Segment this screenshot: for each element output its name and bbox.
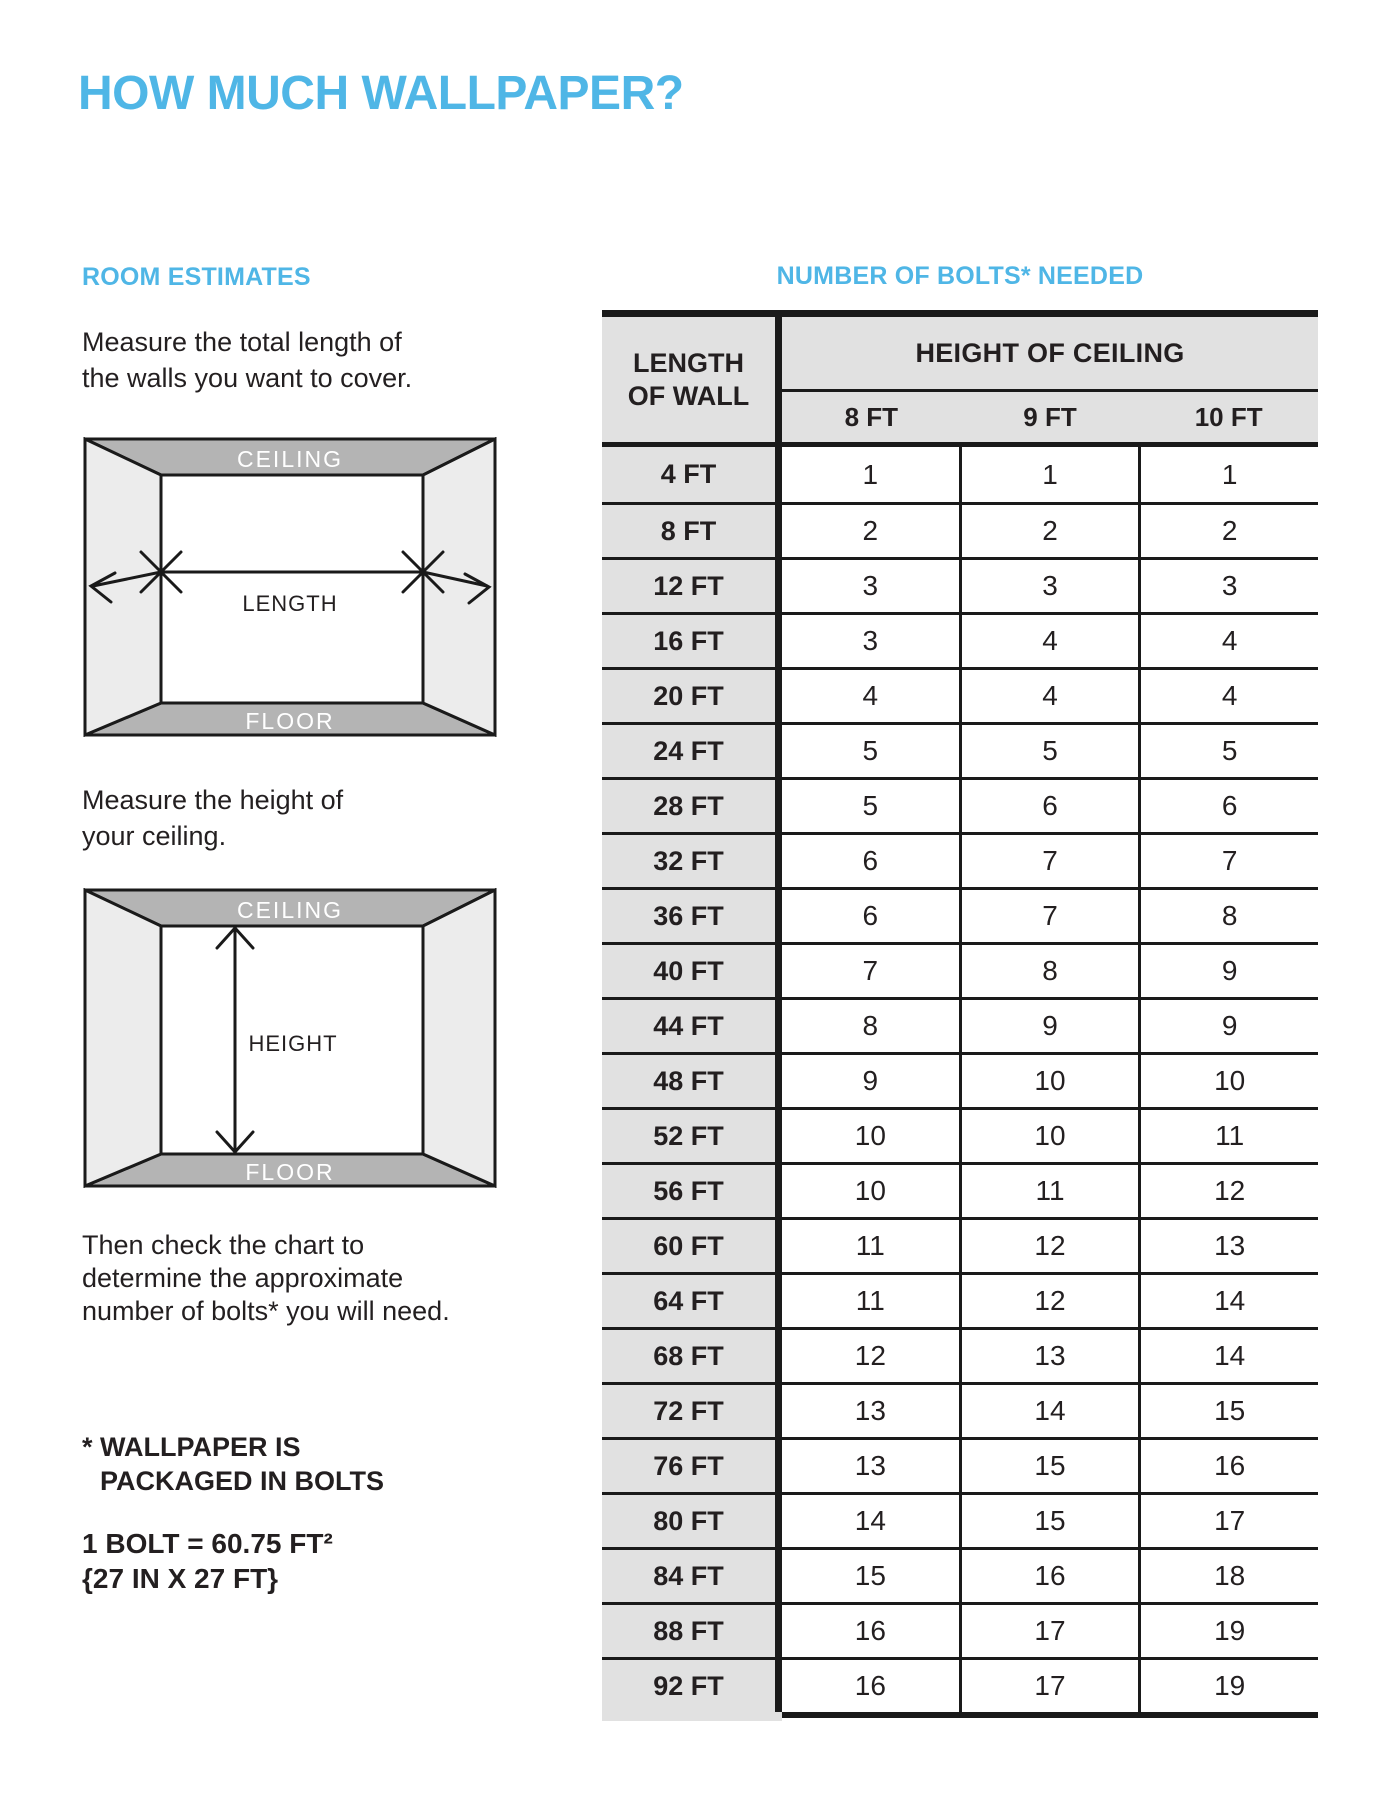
table-cell: 9 [782,1055,959,1107]
instruction-step-2 [82,782,343,854]
table-cell: 5 [959,725,1139,777]
bolts-table-body [602,447,1318,1712]
table-cell: 13 [782,1385,959,1437]
table-row [602,1217,1318,1272]
table-cell: 12 [959,1275,1139,1327]
row-header-cell: 68 FT [602,1330,782,1382]
table-cell: 15 [959,1495,1139,1547]
table-header [602,317,1318,442]
table-cell: 4 [1138,615,1318,667]
row-header-cell: 20 FT [602,670,782,722]
table-cell: 14 [1138,1330,1318,1382]
table-row [602,1492,1318,1547]
table-row [602,942,1318,997]
table-cell: 16 [1138,1440,1318,1492]
table-cell: 19 [1138,1605,1318,1657]
table-cell: 9 [1138,945,1318,997]
row-header-cell: 56 FT [602,1165,782,1217]
right-wall [423,439,495,735]
table-row [602,1437,1318,1492]
table-cell: 14 [782,1495,959,1547]
instruction-step-1-line1: Measure the total length of [82,327,402,357]
table-cell: 10 [782,1165,959,1217]
table-cell: 19 [1138,1660,1318,1712]
bolt-size-line2: {27 IN X 27 FT} [82,1563,279,1594]
table-top-border [602,310,1318,317]
row-header-cell: 64 FT [602,1275,782,1327]
table-row [602,722,1318,777]
row-header-cell: 60 FT [602,1220,782,1272]
left-wall [85,439,161,735]
row-header-cell: 28 FT [602,780,782,832]
column-header-9ft: 9 FT [1023,401,1077,432]
room-length-diagram [83,437,497,737]
table-cell: 16 [782,1660,959,1712]
table-cell: 5 [782,780,959,832]
height-label: HEIGHT [248,1031,338,1056]
length-of-wall-header-line1: LENGTH [633,347,744,378]
table-cell: 9 [959,1000,1139,1052]
row-header-cell: 4 FT [602,447,782,502]
table-cell: 1 [782,447,959,502]
table-cell: 15 [1138,1385,1318,1437]
table-cell: 17 [1138,1495,1318,1547]
table-cell: 14 [959,1385,1139,1437]
footnote-line1: * WALLPAPER IS [82,1432,301,1462]
table-cell: 12 [1138,1165,1318,1217]
table-row [602,887,1318,942]
table-cell: 6 [782,835,959,887]
table-cell: 7 [782,945,959,997]
row-header-cell: 36 FT [602,890,782,942]
room-height-diagram [83,888,497,1188]
ceiling-label: CEILING [236,446,344,472]
table-row [602,1272,1318,1327]
table-cell: 15 [959,1440,1139,1492]
table-cell: 13 [782,1440,959,1492]
row-header-cell: 40 FT [602,945,782,997]
row-header-cell: 88 FT [602,1605,782,1657]
table-cell: 4 [959,670,1139,722]
wallpaper-bolts-footnote [82,1430,384,1498]
instruction-step-1 [82,324,412,396]
row-header-cell: 76 FT [602,1440,782,1492]
back-wall [161,475,423,703]
table-cell: 11 [1138,1110,1318,1162]
table-cell: 10 [1138,1055,1318,1107]
left-wall [85,890,161,1186]
length-label: LENGTH [242,591,338,616]
table-cell: 2 [782,505,959,557]
table-cell: 11 [782,1220,959,1272]
table-cell: 10 [959,1055,1139,1107]
table-cell: 1 [959,447,1139,502]
room-estimates-heading: ROOM ESTIMATES [82,263,311,291]
table-row [602,612,1318,667]
instruction-step-3 [82,1229,450,1328]
table-cell: 16 [959,1550,1139,1602]
table-row [602,1382,1318,1437]
table-cell: 12 [959,1220,1139,1272]
table-cell: 17 [959,1660,1139,1712]
right-wall [423,890,495,1186]
table-gray-extension [602,1712,782,1721]
table-cell: 7 [1138,835,1318,887]
floor-label: FLOOR [245,1159,335,1185]
table-cell: 4 [959,615,1139,667]
table-cell: 16 [782,1605,959,1657]
table-cell: 14 [1138,1275,1318,1327]
row-header-cell: 12 FT [602,560,782,612]
table-cell: 12 [782,1330,959,1382]
length-of-wall-header [602,317,782,442]
table-cell: 11 [782,1275,959,1327]
table-row [602,1602,1318,1657]
instruction-step-3-line2: determine the approximate [82,1263,404,1293]
table-row [602,502,1318,557]
instruction-step-3-line3: number of bolts* you will need. [82,1296,450,1326]
instruction-step-1-line2: the walls you want to cover. [82,363,413,393]
table-row [602,1657,1318,1712]
table-cell: 3 [782,560,959,612]
table-row [602,447,1318,502]
page-title: HOW MUCH WALLPAPER? [78,67,684,120]
row-header-cell: 16 FT [602,615,782,667]
table-cell: 8 [959,945,1139,997]
bolts-table [602,310,1318,1721]
row-header-cell: 84 FT [602,1550,782,1602]
table-cell: 5 [1138,725,1318,777]
row-header-cell: 8 FT [602,505,782,557]
table-cell: 9 [1138,1000,1318,1052]
table-row [602,1052,1318,1107]
table-cell: 4 [782,670,959,722]
table-cell: 6 [782,890,959,942]
row-header-cell: 44 FT [602,1000,782,1052]
table-row [602,777,1318,832]
row-header-cell: 32 FT [602,835,782,887]
table-cell: 3 [1138,560,1318,612]
table-cell: 7 [959,835,1139,887]
table-cell: 13 [959,1330,1139,1382]
table-cell: 6 [1138,780,1318,832]
bolt-size-note [82,1526,333,1596]
column-header-8ft: 8 FT [844,401,899,432]
instruction-step-2-line2: your ceiling. [82,821,227,851]
height-of-ceiling-header: HEIGHT OF CEILING [782,317,1318,392]
table-cell: 2 [1138,505,1318,557]
table-cell: 6 [959,780,1139,832]
table-cell: 3 [782,615,959,667]
column-header-10ft: 10 FT [1194,401,1263,432]
table-row [602,997,1318,1052]
table-cell: 17 [959,1605,1139,1657]
table-bottom-border [782,1712,1318,1718]
table-row [602,1107,1318,1162]
table-cell: 8 [1138,890,1318,942]
table-row [602,667,1318,722]
row-header-cell: 80 FT [602,1495,782,1547]
table-cell: 11 [959,1165,1139,1217]
ceiling-label: CEILING [236,897,344,923]
table-cell: 2 [959,505,1139,557]
ceiling-height-columns [782,392,1318,442]
row-header-cell: 92 FT [602,1660,782,1712]
table-cell: 1 [1138,447,1318,502]
length-of-wall-header-line2: OF WALL [627,380,750,411]
table-row [602,1327,1318,1382]
footnote-line2: PACKAGED IN BOLTS [100,1466,385,1496]
row-header-cell: 48 FT [602,1055,782,1107]
table-row [602,1547,1318,1602]
table-cell: 3 [959,560,1139,612]
table-cell: 8 [782,1000,959,1052]
row-header-cell: 72 FT [602,1385,782,1437]
bolt-size-line1: 1 BOLT = 60.75 FT² [82,1528,333,1559]
table-bottom [602,1712,1318,1721]
row-header-cell: 24 FT [602,725,782,777]
table-cell: 4 [1138,670,1318,722]
floor-label: FLOOR [245,708,335,734]
table-cell: 7 [959,890,1139,942]
table-row [602,832,1318,887]
table-row [602,1162,1318,1217]
table-cell: 15 [782,1550,959,1602]
table-cell: 5 [782,725,959,777]
table-cell: 13 [1138,1220,1318,1272]
row-header-cell: 52 FT [602,1110,782,1162]
table-cell: 10 [782,1110,959,1162]
table-cell: 10 [959,1110,1139,1162]
instruction-step-2-line1: Measure the height of [82,785,344,815]
instruction-step-3-line1: Then check the chart to [82,1230,365,1260]
table-cell: 18 [1138,1550,1318,1602]
table-row [602,557,1318,612]
table-title: NUMBER OF BOLTS* NEEDED [776,262,1144,290]
